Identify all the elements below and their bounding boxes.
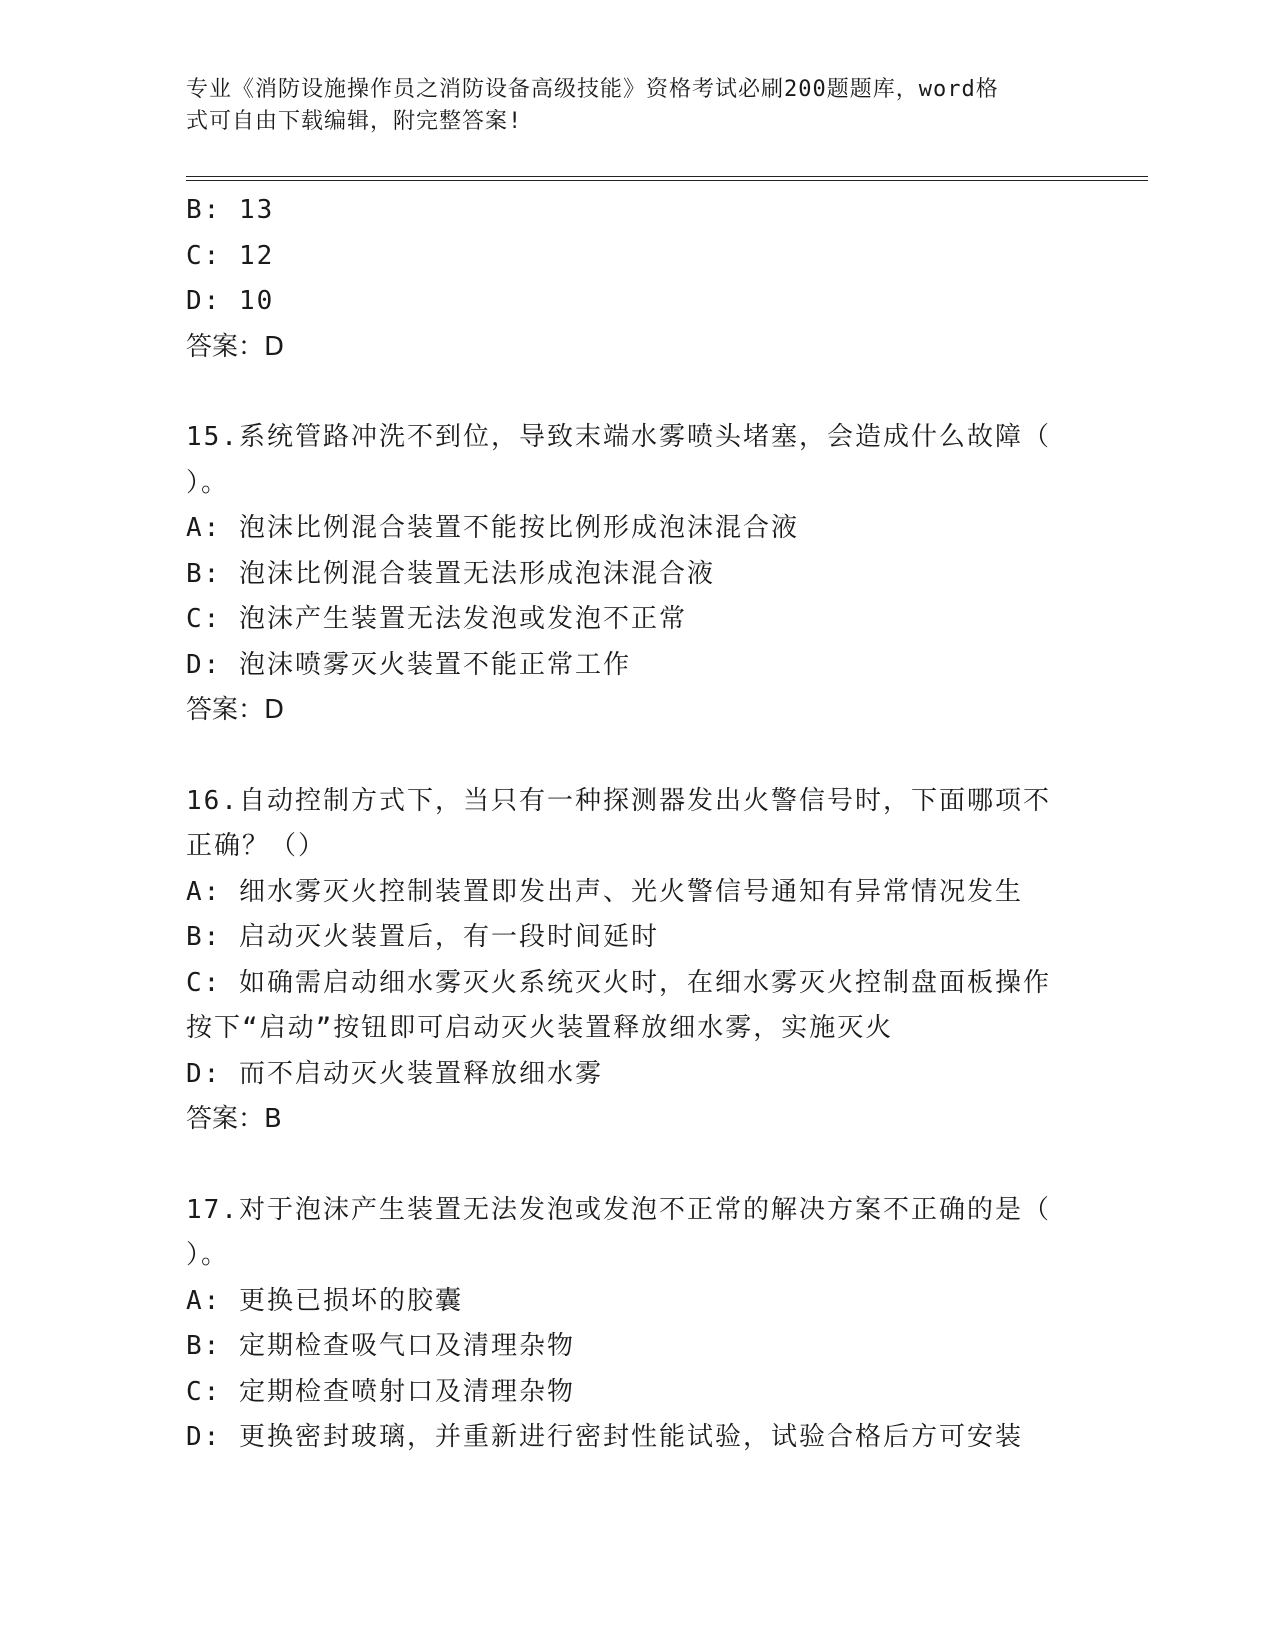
option-a: A: 泡沫比例混合装置不能按比例形成泡沫混合液 xyxy=(186,513,799,543)
option-c: C: 定期检查喷射口及清理杂物 xyxy=(186,1376,575,1407)
question-list xyxy=(186,188,1086,1461)
option-c: C: 如确需启动细水雾灭火系统灭火时，在细水雾灭火控制盘面板操作 xyxy=(186,967,1051,998)
question-16 xyxy=(186,779,1086,1143)
option-d: D: 而不启动灭火装置释放细水雾 xyxy=(186,1058,603,1089)
question-stem: 16.自动控制方式下，当只有一种探测器发出火警信号时，下面哪项不 xyxy=(186,785,1051,816)
header-divider xyxy=(186,176,1148,181)
header-line-1: 专业《消防设施操作员之消防设备高级技能》资格考试必刷200题题库，word格 xyxy=(186,77,999,102)
option-c: C: 泡沫产生装置无法发泡或发泡不正常 xyxy=(186,604,687,634)
option-a: A: 更换已损坏的胶囊 xyxy=(186,1285,463,1316)
option-b: B: 泡沫比例混合装置无法形成泡沫混合液 xyxy=(186,558,715,589)
answer-line: 答案：D xyxy=(186,331,285,362)
document-header xyxy=(186,74,1066,138)
option-a: A: 细水雾灭火控制装置即发出声、光火警信号通知有异常情况发生 xyxy=(186,876,1023,907)
spacer xyxy=(186,1143,1086,1188)
question-15 xyxy=(186,415,1086,734)
spacer xyxy=(186,734,1086,779)
question-14 xyxy=(186,188,1086,370)
option-b: B: 启动灭火装置后，有一段时间延时 xyxy=(186,922,659,952)
question-stem-continued: 正确？（） xyxy=(186,831,327,861)
answer-line: 答案：D xyxy=(186,695,285,725)
option-d: D: 10 xyxy=(186,286,275,316)
question-17 xyxy=(186,1188,1086,1461)
question-stem-continued: ）。 xyxy=(186,1240,230,1270)
spacer xyxy=(186,370,1086,415)
option-c: C: 12 xyxy=(186,240,275,271)
header-line-2: 式可自由下载编辑，附完整答案! xyxy=(186,109,523,134)
answer-line: 答案：B xyxy=(186,1104,282,1134)
question-stem-continued: ）。 xyxy=(186,467,230,498)
option-d: D: 泡沫喷雾灭火装置不能正常工作 xyxy=(186,649,631,680)
option-c-continued: 按下“启动”按钮即可启动灭火装置释放细水雾，实施灭火 xyxy=(186,1013,894,1043)
question-stem: 17.对于泡沫产生装置无法发泡或发泡不正常的解决方案不正确的是（ xyxy=(186,1194,1051,1225)
option-d: D: 更换密封玻璃，并重新进行密封性能试验，试验合格后方可安装 xyxy=(186,1422,1023,1452)
option-b: B: 定期检查吸气口及清理杂物 xyxy=(186,1331,575,1361)
option-b: B: 13 xyxy=(186,195,275,225)
question-stem: 15.系统管路冲洗不到位，导致末端水雾喷头堵塞，会造成什么故障（ xyxy=(186,422,1051,452)
